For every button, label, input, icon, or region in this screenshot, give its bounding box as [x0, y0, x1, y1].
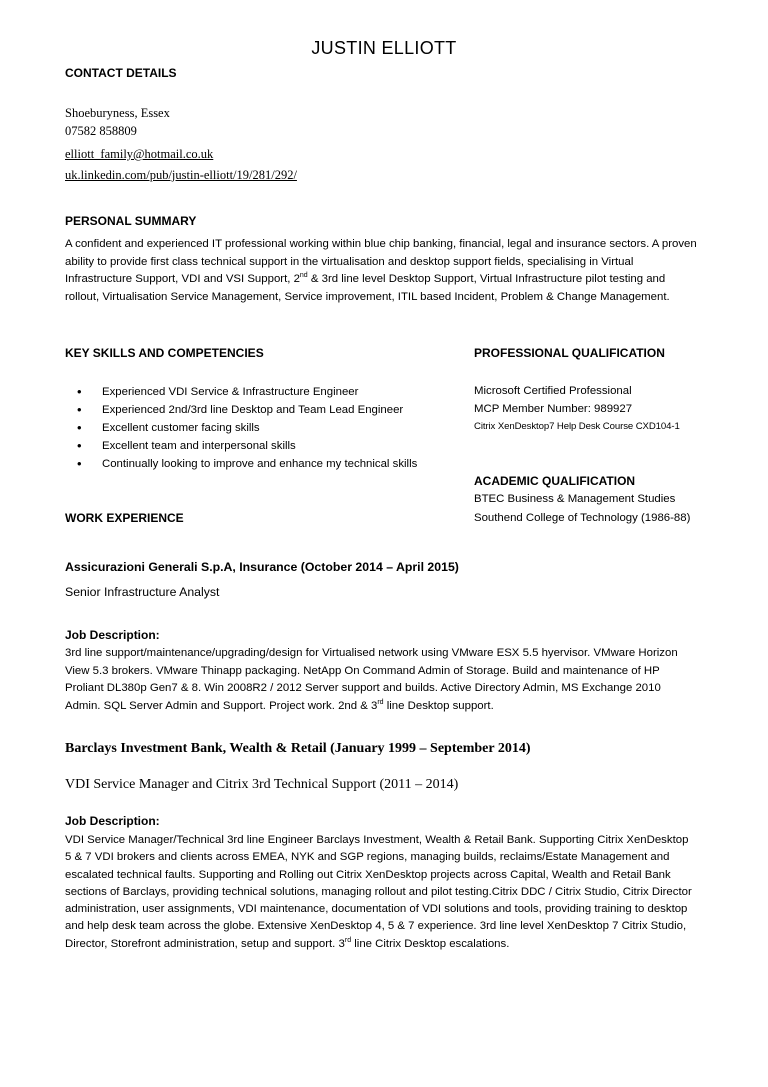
contact-heading: CONTACT DETAILS [65, 66, 177, 80]
contact-linkedin-link[interactable]: uk.linkedin.com/pub/justin-elliott/19/281/292/ [65, 168, 297, 182]
contact-email-link[interactable]: elliott_family@hotmail.co.uk [65, 147, 214, 161]
summary-superscript: nd [299, 272, 308, 280]
professional-line-1: Microsoft Certified Professional [474, 385, 632, 397]
skill-item: • Experienced VDI Service & Infrastructure Engineer [65, 383, 465, 401]
job1-description-heading: Job Description: [65, 628, 160, 642]
academic-line-1: BTEC Business & Management Studies [474, 493, 676, 505]
summary-text-part1: A confident and experienced IT professional working within blue chip banking, financial, legal and insurance sectors. A proven ability to provide first class technical support in the virtualisation and desktop support fields, specialising in Virtual Infrastructure Support, VDI and VSI Support, 2 [65, 238, 697, 286]
job2-description [65, 832, 697, 953]
job2-description-superscript: rd [344, 936, 352, 944]
work-heading: WORK EXPERIENCE [65, 511, 184, 525]
job2-description-part2: line Citrix Desktop escalations. [351, 937, 510, 950]
skill-item: • Continually looking to improve and enhance my technical skills [65, 455, 465, 473]
skill-item: • Experienced 2nd/3rd line Desktop and Team Lead Engineer [65, 401, 465, 419]
skills-list [65, 383, 465, 473]
academic-line-2: Southend College of Technology (1986-88) [474, 512, 691, 524]
professional-line-3: Citrix XenDesktop7 Help Desk Course CXD104-1 [474, 421, 680, 432]
summary-text-part2: & 3rd line level Desktop Support, Virtual Infrastructure pilot testing and rollout, Virtualisation Service Management, Service improvement, ITIL based Incident, Problem & Change Management. [65, 273, 670, 303]
summary-heading: PERSONAL SUMMARY [65, 214, 197, 228]
job2-description-heading: Job Description: [65, 814, 160, 828]
academic-heading: ACADEMIC QUALIFICATION [474, 474, 636, 488]
job2-title: VDI Service Manager and Citrix 3rd Technical Support (2011 – 2014) [65, 777, 459, 792]
skill-item: • Excellent team and interpersonal skills [65, 437, 465, 455]
job1-employer: Assicurazioni Generali S.p.A, Insurance (October 2014 – April 2015) [65, 560, 459, 574]
professional-heading: PROFESSIONAL QUALIFICATION [474, 346, 665, 360]
candidate-name: JUSTIN ELLIOTT [311, 38, 457, 58]
job2-description-part1: VDI Service Manager/Technical 3rd line Engineer Barclays Investment, Wealth & Retail Bank. Supporting Citrix XenDesktop 5 & 7 VDI brokers and clients across EMEA, NYK and SGP regions, managing builds, reclaims/Estate Management and escalated technical faults. Supporting and Rolling out Citrix XenDesktop projects across Capital, Wealth and Retail Bank sections of Barclays, providing technical solutions, managing rollout and pilot testing.Citrix DDC / Citrix Studio, Citrix Director administration, user assignments, VDI maintenance, documentation of VDI solutions and tools, providing training to desktop and help desk team across the globe. Extensive XenDesktop 4, 5 & 7 experience. 3rd line level XenDesktop 7 Citrix Studio, Director, Storefront administration, setup and support. 3 [65, 834, 692, 950]
skills-heading: KEY SKILLS AND COMPETENCIES [65, 346, 264, 360]
job1-description-part2: line Desktop support. [383, 699, 494, 712]
job1-title: Senior Infrastructure Analyst [65, 585, 220, 599]
summary-text [65, 236, 697, 306]
job1-description-superscript: rd [377, 698, 384, 706]
job1-description [65, 645, 697, 715]
job1-description-part1: 3rd line support/maintenance/upgrading/design for Virtualised network using VMware ESX 5.5 hyervisor. VMware Horizon View 5.3 brokers. VMware Thinapp packaging. NetApp On Command Admin of Storage. Build and maintenance of HP Proliant DL380p Gen7 & 8. Win 2008R2 / 2012 Server support and builds. Active Directory Admin, MS Exchange 2010 Admin. SQL Server Admin and Support. Project work. 2nd & 3 [65, 647, 678, 712]
professional-line-2: MCP Member Number: 989927 [474, 403, 633, 415]
contact-phone: 07582 858809 [65, 124, 137, 138]
skill-item: • Excellent customer facing skills [65, 419, 465, 437]
job2-employer: Barclays Investment Bank, Wealth & Retail (January 1999 – September 2014) [65, 741, 531, 756]
contact-location: Shoeburyness, Essex [65, 106, 170, 120]
